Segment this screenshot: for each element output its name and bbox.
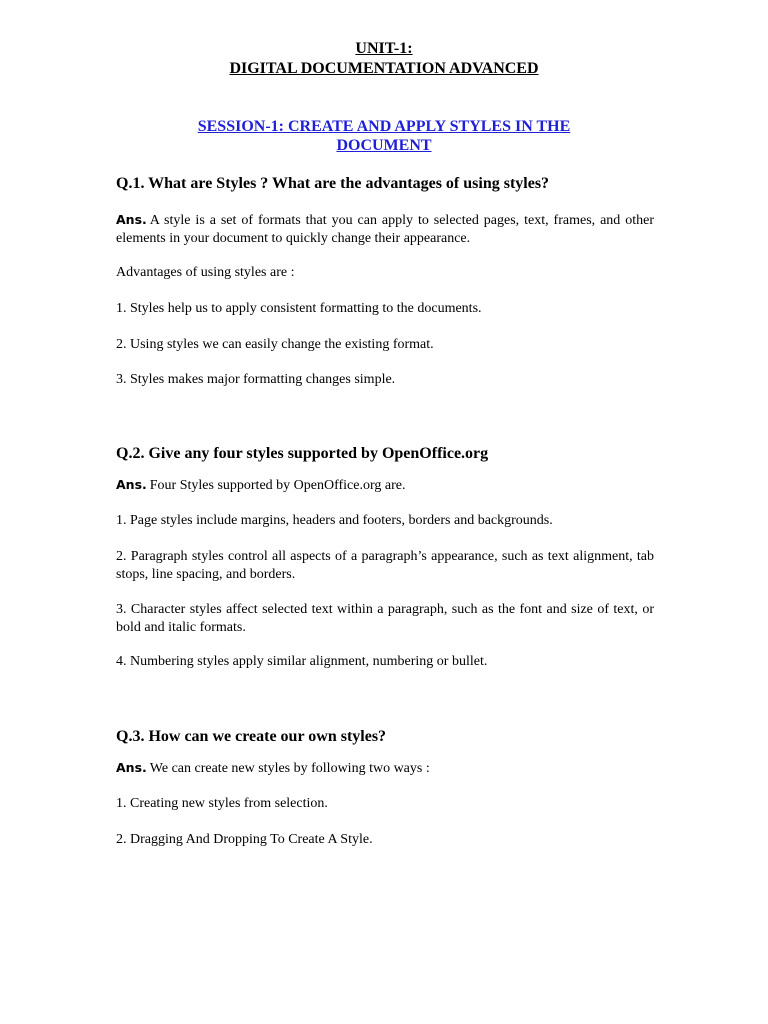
answer-label: Ans.: [116, 760, 147, 775]
list-item: 1. Styles help us to apply consistent formatting to the documents.: [116, 301, 482, 316]
list-item: 4. Numbering styles apply similar alignment, numbering or bullet.: [116, 654, 488, 669]
session-heading: [150, 118, 618, 155]
answer-2: [116, 476, 654, 495]
list-item: 2. Paragraph styles control all aspects of a paragraph’s appearance, such as text alignment, tab stops, line spacing, and borders.: [116, 549, 654, 582]
list-item: 1. Page styles include margins, headers and footers, borders and backgrounds.: [116, 513, 553, 528]
answer-label: Ans.: [116, 477, 147, 492]
list-item: 3. Styles makes major formatting changes simple.: [116, 372, 396, 387]
answer-2-text: Four Styles supported by OpenOffice.org are.: [149, 478, 406, 493]
question-2: Q.2. Give any four styles supported by OpenOffice.org: [116, 445, 489, 462]
unit-title: UNIT-1:: [355, 40, 413, 57]
session-heading-line1: SESSION-1: CREATE AND APPLY STYLES IN THE: [197, 118, 571, 135]
session-heading-line2: DOCUMENT: [336, 136, 432, 154]
answer-1-text: A style is a set of formats that you can apply to selected pages, text, frames, and other elements in your document to quickly change their appearance.: [116, 213, 654, 246]
list-item: 2. Dragging And Dropping To Create A Style.: [116, 832, 373, 847]
answer-3-text: We can create new styles by following two ways :: [149, 761, 430, 776]
list-item: 2. Using styles we can easily change the existing format.: [116, 337, 434, 352]
question-1: Q.1. What are Styles ? What are the advantages of using styles?: [116, 175, 550, 192]
answer-1: [116, 211, 654, 247]
unit-subtitle: DIGITAL DOCUMENTATION ADVANCED: [229, 60, 539, 77]
question-3: Q.3. How can we create our own styles?: [116, 728, 387, 745]
list-item: 3. Character styles affect selected text within a paragraph, such as the font and size of text, or bold and italic formats.: [116, 602, 654, 635]
answer-3: [116, 759, 654, 778]
list-item: 1. Creating new styles from selection.: [116, 796, 328, 811]
answer-label: Ans.: [116, 212, 147, 227]
advantages-intro: Advantages of using styles are :: [116, 265, 295, 280]
